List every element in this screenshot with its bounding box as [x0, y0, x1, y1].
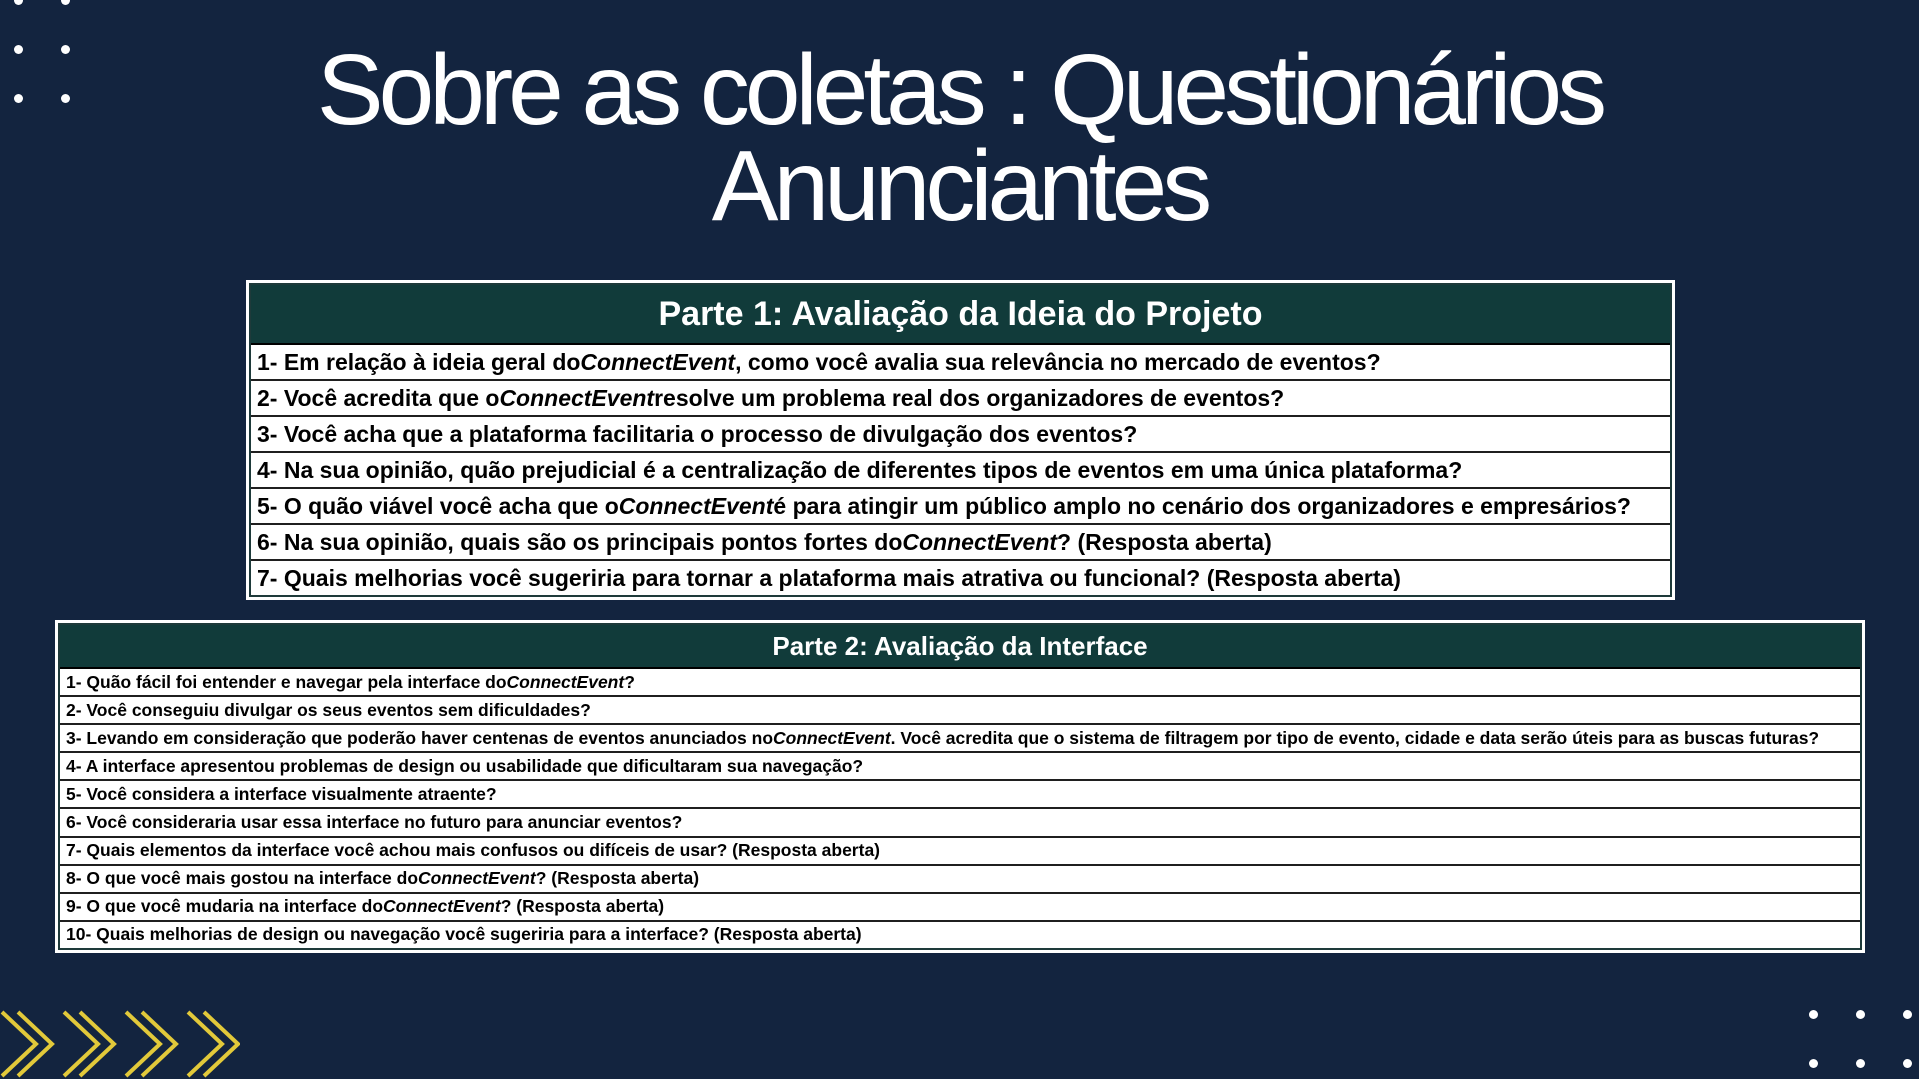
product-name: ConnectEvent	[580, 348, 736, 375]
product-name: ConnectEvent	[383, 896, 501, 917]
question-text-suffix: , como você avalia sua relevância no mercado de eventos?	[735, 348, 1381, 375]
part2-question-row	[60, 922, 1860, 948]
product-name: ConnectEvent	[618, 492, 774, 519]
question-text: 5- O quão viável você acha que o	[257, 492, 619, 519]
question-text: 4- Na sua opinião, quão prejudicial é a centralização de diferentes tipos de eventos em uma única plataforma?	[257, 456, 1463, 483]
product-name: ConnectEvent	[499, 384, 655, 411]
part2-question-row	[60, 697, 1860, 725]
product-name: ConnectEvent	[506, 671, 625, 692]
part2-question-row	[60, 866, 1860, 894]
question-text: 3- Levando em consideração que poderão haver centenas de eventos anunciados no	[66, 727, 774, 748]
question-text: 9- O que você mudaria na interface do	[66, 896, 384, 917]
slide-title-line2: Anunciantes	[711, 130, 1208, 242]
question-text: 3- Você acha que a plataforma facilitaria o processo de divulgação dos eventos?	[257, 420, 1138, 447]
part1-question-row	[251, 345, 1670, 381]
question-text-suffix: . Você acredita que o sistema de filtragem por tipo de evento, cidade e data serão úteis para as buscas futuras?	[890, 727, 1820, 748]
part2-table	[55, 620, 1865, 953]
question-text-suffix: ?	[624, 671, 635, 692]
question-text-suffix: ? (Resposta aberta)	[1057, 528, 1272, 555]
part2-header: Parte 2: Avaliação da Interface	[60, 625, 1860, 669]
question-text: 10- Quais melhorias de design ou navegação você sugeriria para a interface? (Resposta aberta)	[66, 924, 862, 945]
part1-table	[246, 280, 1675, 600]
part2-question-row	[60, 894, 1860, 922]
question-text: 6- Na sua opinião, quais são os principais pontos fortes do	[257, 528, 903, 555]
part1-question-row	[251, 453, 1670, 489]
chevron-arrows-icon	[0, 1008, 240, 1079]
question-text: 1- Em relação à ideia geral do	[257, 348, 581, 375]
part1-question-row	[251, 561, 1670, 595]
slide-title-line1: Sobre as coletas : Questionários	[316, 34, 1603, 146]
question-text-suffix: ? (Resposta aberta)	[500, 896, 665, 917]
part1-question-row	[251, 489, 1670, 525]
question-text: 6- Você consideraria usar essa interface no futuro para anunciar eventos?	[66, 812, 683, 833]
question-text: 4- A interface apresentou problemas de design ou usabilidade que dificultaram sua navegação?	[66, 755, 864, 776]
part2-question-row	[60, 753, 1860, 781]
part2-question-row	[60, 838, 1860, 866]
part2-question-row	[60, 669, 1860, 697]
part2-question-row	[60, 781, 1860, 809]
question-text: 7- Quais elementos da interface você achou mais confusos ou difíceis de usar? (Resposta aberta)	[66, 840, 880, 861]
part1-question-row	[251, 381, 1670, 417]
question-text: 2- Você acredita que o	[257, 384, 500, 411]
product-name: ConnectEvent	[773, 727, 891, 748]
part2-question-row	[60, 725, 1860, 753]
question-text-suffix: resolve um problema real dos organizadores de eventos?	[654, 384, 1285, 411]
product-name: ConnectEvent	[902, 528, 1058, 555]
question-text: 1- Quão fácil foi entender e navegar pela interface do	[66, 671, 507, 692]
part1-question-row	[251, 525, 1670, 561]
slide-title	[0, 34, 1919, 242]
part1-question-row	[251, 417, 1670, 453]
question-text: 7- Quais melhorias você sugeriria para tornar a plataforma mais atrativa ou funcional? (Resposta aberta)	[257, 564, 1401, 591]
question-text: 2- Você conseguiu divulgar os seus eventos sem dificuldades?	[66, 699, 591, 720]
part2-question-row	[60, 809, 1860, 837]
question-text-suffix: ? (Resposta aberta)	[535, 868, 700, 889]
question-text-suffix: é para atingir um público amplo no cenário dos organizadores e empresários?	[773, 492, 1631, 519]
product-name: ConnectEvent	[418, 868, 536, 889]
question-text: 5- Você considera a interface visualmente atraente?	[66, 783, 497, 804]
question-text: 8- O que você mais gostou na interface do	[66, 868, 419, 889]
part1-header: Parte 1: Avaliação da Ideia do Projeto	[251, 285, 1670, 345]
